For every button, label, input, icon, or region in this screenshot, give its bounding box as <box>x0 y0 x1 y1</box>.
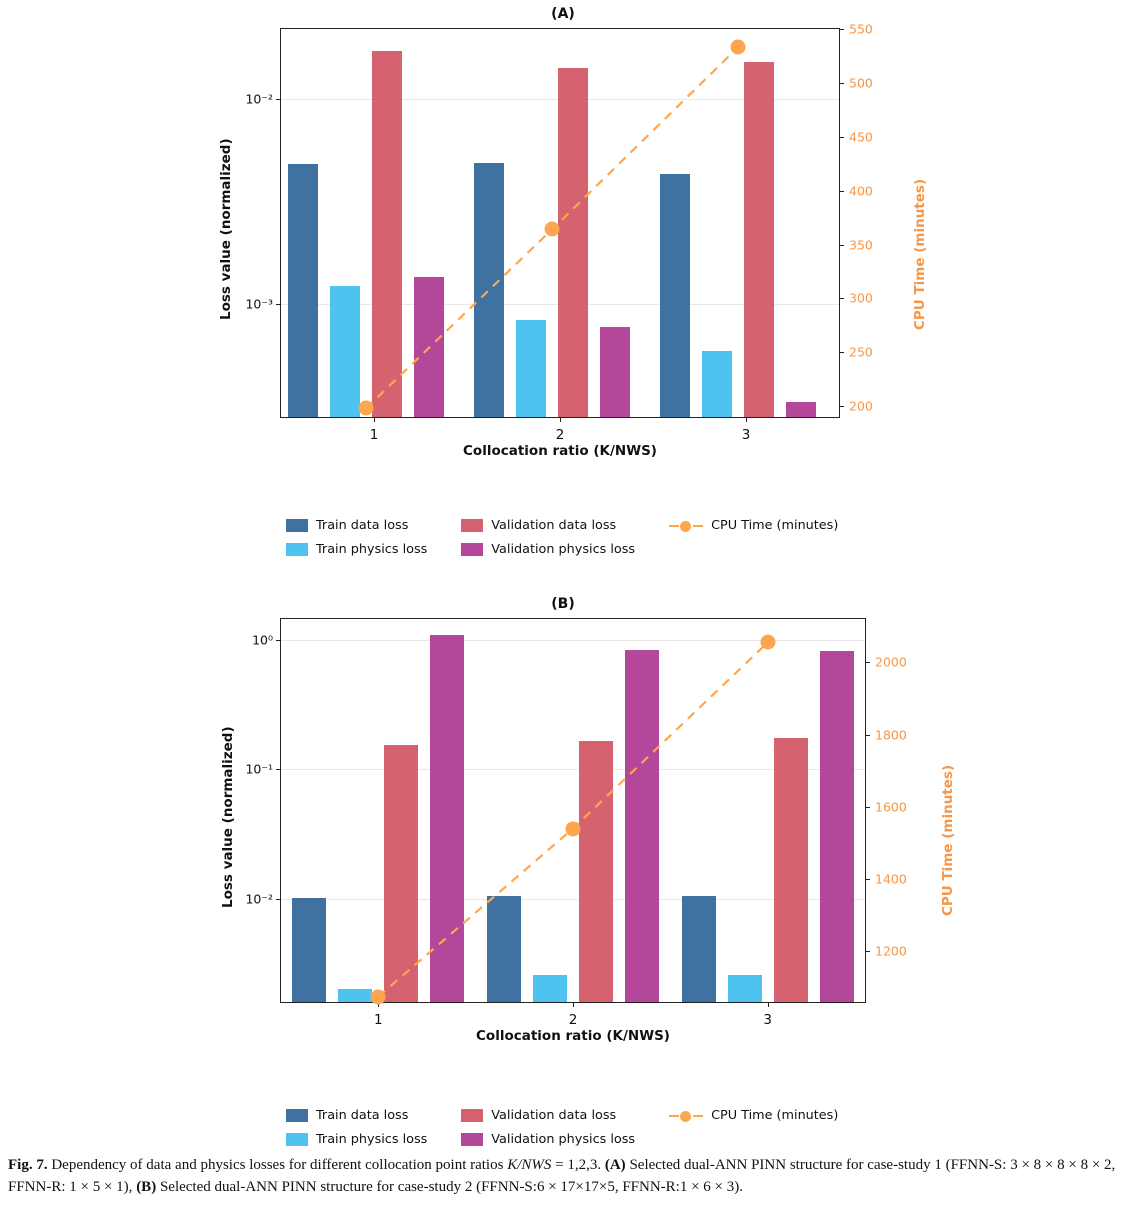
x-tick-label: 2 <box>568 1012 578 1028</box>
x-tick <box>560 417 561 422</box>
chart-a-legend <box>286 518 838 557</box>
bar <box>330 286 360 417</box>
x-tick <box>573 1002 574 1007</box>
y2-tick-label: 1200 <box>875 943 907 959</box>
bar <box>625 650 659 1002</box>
bar <box>702 351 732 417</box>
y2-tick-label: 1600 <box>875 799 907 815</box>
y-tick-label: 10⁻² <box>245 891 273 907</box>
y-tick <box>276 640 281 641</box>
y2-tick <box>839 191 844 192</box>
bar <box>474 163 504 417</box>
y-tick-label: 10⁰ <box>252 632 273 648</box>
chart-b-title: (B) <box>551 596 575 612</box>
chart-b-ylabel: Loss value (normalized) <box>220 726 236 908</box>
y-tick-label: 10⁻³ <box>245 296 273 312</box>
chart-a-title: (A) <box>551 6 575 22</box>
y2-tick-label: 350 <box>849 237 873 253</box>
chart-b-plot-area <box>245 618 907 1028</box>
bar <box>414 277 444 417</box>
bar <box>516 320 546 417</box>
legend-swatch-validation-physics-loss-b <box>461 1133 483 1146</box>
y2-tick <box>865 879 870 880</box>
legend-label-validation-data-loss: Validation data loss <box>491 518 617 533</box>
bar <box>558 68 588 417</box>
cpu-time-point <box>545 222 560 237</box>
cpu-time-point <box>359 401 374 416</box>
bar <box>786 402 816 417</box>
bar <box>600 327 630 417</box>
x-tick-label: 1 <box>369 427 379 443</box>
y2-tick <box>839 245 844 246</box>
legend-swatch-validation-data-loss <box>461 519 483 532</box>
y2-tick <box>865 735 870 736</box>
bar <box>660 174 690 417</box>
y2-tick <box>865 951 870 952</box>
legend-swatch-train-physics-loss-b <box>286 1133 308 1146</box>
legend-swatch-validation-physics-loss <box>461 543 483 556</box>
y2-tick <box>839 29 844 30</box>
legend-label-cpu-time: CPU Time (minutes) <box>711 518 839 533</box>
legend-swatch-train-data-loss <box>286 519 308 532</box>
bar <box>292 898 326 1002</box>
bar <box>774 738 808 1002</box>
caption-label: Fig. 7. <box>8 1157 48 1173</box>
figure-caption <box>8 1155 1118 1199</box>
y2-tick-label: 1400 <box>875 871 907 887</box>
legend-label-validation-data-loss-b: Validation data loss <box>491 1108 617 1123</box>
legend-item-validation-data-loss-b <box>461 1108 635 1123</box>
legend-label-train-physics-loss-b: Train physics loss <box>316 1132 428 1147</box>
y2-tick <box>839 137 844 138</box>
chart-b-y2label: CPU Time (minutes) <box>940 764 956 916</box>
chart-a-ylabel: Loss value (normalized) <box>218 138 234 320</box>
y2-tick-label: 450 <box>849 129 873 145</box>
caption-text-3: Selected dual-ANN PINN structure for case-study 1 (FFNN-S: 3 × 8 × 8 × 8 × 2, FFNN-R: 1 × 5 × 1), <box>8 1157 1116 1195</box>
y2-tick-label: 500 <box>849 75 873 91</box>
caption-text-1: Dependency of data and physics losses for different collocation point ratios <box>47 1157 508 1173</box>
x-tick <box>768 1002 769 1007</box>
caption-bold-a: (A) <box>604 1157 626 1173</box>
y2-tick-label: 300 <box>849 290 873 306</box>
legend-item-train-data-loss-b <box>286 1108 427 1123</box>
legend-item-train-physics-loss <box>286 542 427 557</box>
legend-item-validation-physics-loss-b <box>461 1132 635 1147</box>
x-tick-label: 1 <box>374 1012 383 1028</box>
y-tick-label: 10⁻² <box>245 91 273 107</box>
legend-label-train-data-loss-b: Train data loss <box>316 1108 409 1123</box>
y2-tick-label: 1800 <box>875 727 907 743</box>
y2-tick-label: 200 <box>849 398 873 414</box>
chart-panel-b <box>0 590 1126 1050</box>
caption-text-2: = 1,2,3. <box>551 1157 605 1173</box>
cpu-time-point <box>760 635 775 650</box>
y2-tick-label: 250 <box>849 344 873 360</box>
y2-tick <box>839 406 844 407</box>
legend-label-train-physics-loss: Train physics loss <box>316 542 428 557</box>
chart-a-xlabel: Collocation ratio (K/NWS) <box>463 443 657 459</box>
bar <box>579 741 613 1002</box>
chart-a-plot-area <box>245 21 873 443</box>
bar <box>820 651 854 1002</box>
legend-item-train-physics-loss-b <box>286 1132 427 1147</box>
chart-b-legend <box>286 1108 838 1147</box>
bar <box>430 635 464 1002</box>
chart-a-y2label: CPU Time (minutes) <box>912 178 928 330</box>
y-tick-label: 10⁻¹ <box>245 761 273 777</box>
x-tick-label: 2 <box>555 427 565 443</box>
x-tick-label: 3 <box>741 427 751 443</box>
bar <box>338 989 372 1002</box>
bar <box>487 896 521 1002</box>
legend-item-cpu-time-b <box>669 1108 838 1123</box>
legend-swatch-train-data-loss-b <box>286 1109 308 1122</box>
bar <box>728 975 762 1002</box>
caption-bold-b: (B) <box>136 1178 157 1195</box>
y2-tick-label: 2000 <box>875 654 907 670</box>
legend-swatch-cpu-time <box>669 519 703 532</box>
y2-tick <box>865 662 870 663</box>
y-tick <box>276 899 281 900</box>
legend-swatch-validation-data-loss-b <box>461 1109 483 1122</box>
legend-swatch-train-physics-loss <box>286 543 308 556</box>
caption-text-4: Selected dual-ANN PINN structure for case-study 2 (FFNN-S:6 × 17×17×5, FFNN-R:1 × 6 × 3). <box>156 1178 744 1195</box>
cpu-time-point <box>371 989 386 1004</box>
y-tick <box>276 304 281 305</box>
bar <box>533 975 567 1002</box>
legend-label-validation-physics-loss: Validation physics loss <box>491 542 636 557</box>
legend-label-train-data-loss: Train data loss <box>316 518 409 533</box>
legend-item-cpu-time <box>669 518 838 533</box>
gridline <box>281 640 865 641</box>
y2-tick <box>839 352 844 353</box>
bar <box>372 51 402 417</box>
cpu-time-point <box>731 40 746 55</box>
y-tick <box>276 99 281 100</box>
y-tick <box>276 769 281 770</box>
legend-item-validation-data-loss <box>461 518 635 533</box>
chart-panel-a <box>0 0 1126 470</box>
legend-item-validation-physics-loss <box>461 542 635 557</box>
y2-tick <box>865 807 870 808</box>
legend-item-train-data-loss <box>286 518 427 533</box>
chart-b-xlabel: Collocation ratio (K/NWS) <box>476 1028 670 1044</box>
y2-tick-label: 550 <box>849 21 873 37</box>
bar <box>384 745 418 1002</box>
x-tick-label: 3 <box>763 1012 772 1028</box>
bar <box>288 164 318 417</box>
caption-italic-1: K/NWS <box>507 1157 552 1173</box>
y2-tick-label: 400 <box>849 183 873 199</box>
bar <box>744 62 774 417</box>
x-tick <box>374 417 375 422</box>
legend-label-validation-physics-loss-b: Validation physics loss <box>491 1132 636 1147</box>
cpu-time-point <box>566 821 581 836</box>
legend-swatch-cpu-time-b <box>669 1109 703 1122</box>
bar <box>682 896 716 1002</box>
x-tick <box>746 417 747 422</box>
legend-label-cpu-time-b: CPU Time (minutes) <box>711 1108 839 1123</box>
y2-tick <box>839 83 844 84</box>
y2-tick <box>839 298 844 299</box>
